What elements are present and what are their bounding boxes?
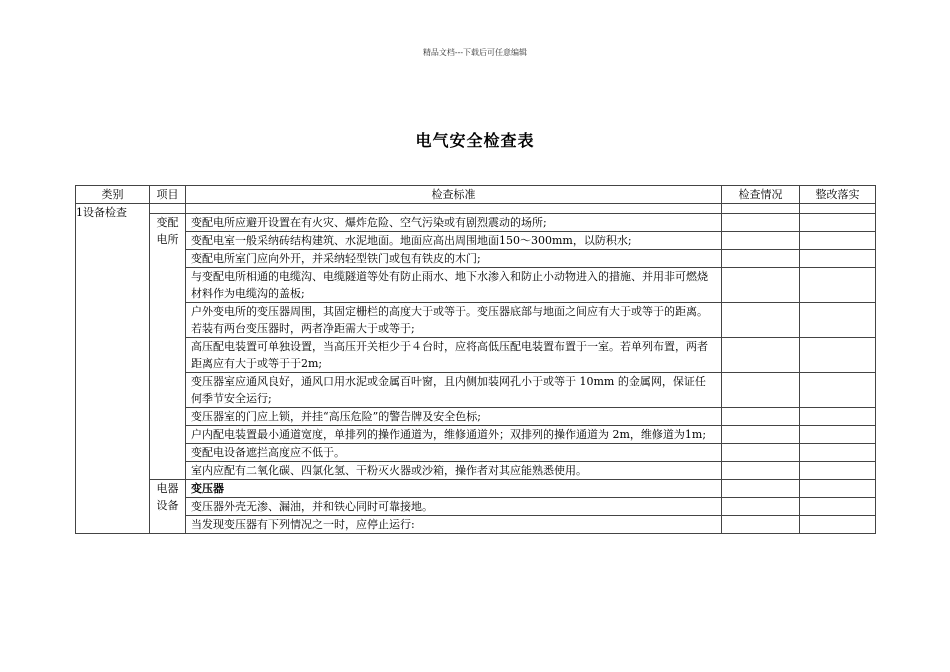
rectification-cell[interactable] [800, 232, 876, 250]
status-cell[interactable] [722, 516, 800, 534]
status-cell[interactable] [722, 498, 800, 516]
status-cell[interactable] [722, 462, 800, 480]
table-row [76, 516, 876, 534]
table-row [76, 303, 876, 338]
rectification-cell[interactable] [800, 498, 876, 516]
status-cell[interactable] [722, 268, 800, 303]
table-row [76, 214, 876, 232]
status-cell[interactable] [722, 426, 800, 444]
rectification-cell[interactable] [800, 480, 876, 498]
header-status: 检查情况 [722, 186, 800, 204]
table-row [76, 338, 876, 373]
standard-cell: 变配电室一般采纳砖结构建筑、水泥地面。地面应高出周围地面150～300mm，以防积水; [186, 232, 722, 250]
status-cell[interactable] [722, 373, 800, 408]
item-label-line: 电器 [156, 482, 179, 495]
status-cell[interactable] [722, 204, 800, 214]
standard-cell: 室内应配有二氧化碳、四氯化氢、干粉灭火器或沙箱，操作者对其应能熟悉使用。 [186, 462, 722, 480]
empty-cell [186, 204, 722, 214]
rectification-cell[interactable] [800, 338, 876, 373]
item-cell-electrical-equipment [150, 480, 186, 534]
page-title: 电气安全检查表 [415, 131, 535, 150]
header-rectification: 整改落实 [800, 186, 876, 204]
status-cell[interactable] [722, 338, 800, 373]
status-cell[interactable] [722, 250, 800, 268]
table-row [76, 498, 876, 516]
status-cell[interactable] [722, 232, 800, 250]
rectification-cell[interactable] [800, 268, 876, 303]
table-row [76, 426, 876, 444]
status-cell[interactable] [722, 480, 800, 498]
table-row [76, 373, 876, 408]
empty-cell [150, 204, 186, 214]
status-cell[interactable] [722, 444, 800, 462]
rectification-cell[interactable] [800, 462, 876, 480]
rectification-cell[interactable] [800, 214, 876, 232]
standard-cell: 变配电所室门应向外开，并采纳轻型铁门或包有铁皮的木门; [186, 250, 722, 268]
item-label-line: 电所 [156, 233, 179, 246]
safety-checklist-table [75, 185, 876, 534]
table-row [76, 268, 876, 303]
item-cell-substation [150, 214, 186, 480]
category-cell: 1设备检查 [76, 204, 150, 534]
table-header-row [76, 186, 876, 204]
table-row [76, 408, 876, 426]
rectification-cell[interactable] [800, 408, 876, 426]
rectification-cell[interactable] [800, 204, 876, 214]
standard-cell: 变配电设备遮拦高度应不低于。 [186, 444, 722, 462]
standard-cell: 户外变电所的变压器周围，其固定栅栏的高度大于或等于。变压器底部与地面之间应有大于或等于的距离。若装有两台变压器时，两者净距需大于或等于; [186, 303, 722, 338]
rectification-cell[interactable] [800, 303, 876, 338]
standard-cell: 高压配电装置可单独设置，当高压开关柜少于４台时，应将高低压配电装置布置于一室。若单列布置，两者距离应有大于或等于于2m; [186, 338, 722, 373]
standard-cell: 当发现变压器有下列情况之一时，应停止运行: [186, 516, 722, 534]
header-item: 项目 [150, 186, 186, 204]
standard-cell: 变压器室的门应上锁，并挂“高压危险”的警告牌及安全色标; [186, 408, 722, 426]
rectification-cell[interactable] [800, 426, 876, 444]
header-standard: 检查标准 [186, 186, 722, 204]
status-cell[interactable] [722, 214, 800, 232]
status-cell[interactable] [722, 303, 800, 338]
table-row [76, 480, 876, 498]
standard-cell: 户内配电装置最小通道宽度，单排列的操作通道为，维修通道外；双排列的操作通道为 2m，维修道为1m; [186, 426, 722, 444]
item-label-line: 变配 [156, 216, 179, 229]
subheading-transformer: 变压器 [186, 480, 722, 498]
rectification-cell[interactable] [800, 373, 876, 408]
rectification-cell[interactable] [800, 250, 876, 268]
table-row [76, 462, 876, 480]
standard-cell: 与变配电所相通的电缆沟、电缆隧道等处有防止雨水、地下水渗入和防止小动物进入的措施、并用非可燃烧材料作为电缆沟的盖板; [186, 268, 722, 303]
standard-cell: 变压器外壳无渗、漏油，并和铁心同时可靠接地。 [186, 498, 722, 516]
table-row [76, 232, 876, 250]
standard-cell: 变配电所应避开设置在有火灾、爆炸危险、空气污染或有剧烈震动的场所; [186, 214, 722, 232]
table-row [76, 204, 876, 214]
standard-cell: 变压器室应通风良好，通风口用水泥或金属百叶窗，且内侧加装网孔小于或等于 10mm 的金属网，保证任何季节安全运行; [186, 373, 722, 408]
header-note: 精品文档---下载后可任意编辑 [422, 48, 528, 57]
table-row [76, 444, 876, 462]
header-category: 类别 [76, 186, 150, 204]
rectification-cell[interactable] [800, 516, 876, 534]
rectification-cell[interactable] [800, 444, 876, 462]
item-label-line: 设备 [156, 499, 179, 512]
status-cell[interactable] [722, 408, 800, 426]
table-row [76, 250, 876, 268]
